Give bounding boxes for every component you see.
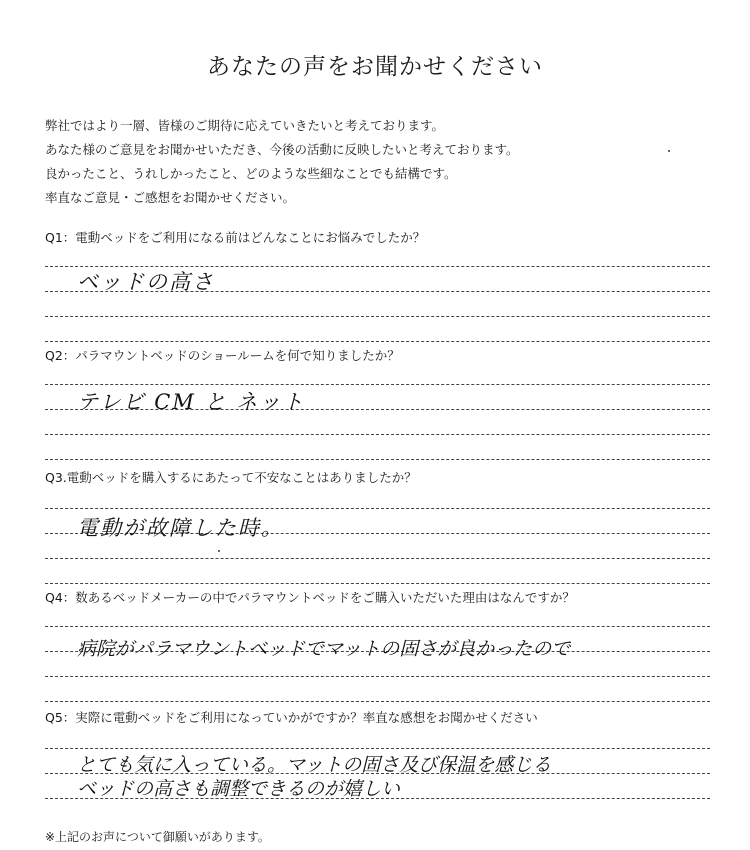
handwritten-answer: 病院がパラマウントベッドでマットの固さが良かったので [77,638,571,660]
question-label: Q4：数あるベッドメーカーの中でパラマウントベッドをご購入いただいた理由はなんですか？ [45,590,575,605]
question-label: Q2：パラマウントベッドのショールームを何で知りましたか？ [45,348,400,363]
footnote: ※上記のお声について御願いがあります。 [45,830,270,844]
question-section-1 [45,228,710,294]
intro-line: あなた様のご意見をお聞かせいただき、今後の活動に反映したいと考えております。 [45,142,519,157]
question-section-4 [45,588,710,660]
answer-line [45,434,710,435]
speck [668,150,670,152]
speck [218,550,220,552]
answer-line [45,748,710,749]
question-label: Q3.電動ベッドを購入するにあたって不安なことはありましたか？ [45,470,417,485]
answer-line [45,341,710,342]
handwritten-answer: テレビ CM と ネット [77,390,306,414]
answer-line [45,583,710,584]
answer-line [45,701,710,702]
intro-line: 弊社ではより一層、皆様のご期待に応えていきたいと考えております。 [45,118,445,133]
answer-line [45,384,710,385]
answer-line [45,558,710,559]
intro-text [45,114,519,210]
answer-line [45,676,710,677]
handwritten-answer: とても気に入っている。マットの固さ及び保温を感じる [77,754,552,776]
question-section-3 [45,468,710,540]
answer-line [45,508,710,509]
question-label: Q1：電動ベッドをご利用になる前はどんなことにお悩みでしたか？ [45,230,426,245]
page-title: あなたの声をお聞かせください [207,54,543,80]
question-section-5 [45,708,710,800]
handwritten-answer: 電動が故障した時。 [77,516,284,540]
question-section-2 [45,346,710,414]
handwritten-answer: ベッドの高さ [77,270,215,294]
answer-line [45,316,710,317]
answer-line [45,626,710,627]
answer-line [45,459,710,460]
question-label: Q5：実際に電動ベッドをご利用になっていかがですか？率直な感想をお聞かせください [45,710,538,725]
handwritten-answer: ベッドの高さも調整できるのが嬉しい [77,778,401,800]
intro-line: 良かったこと、うれしかったこと、どのような些細なことでも結構です。 [45,166,457,181]
intro-line: 率直なご意見・ご感想をお聞かせください。 [45,190,296,205]
